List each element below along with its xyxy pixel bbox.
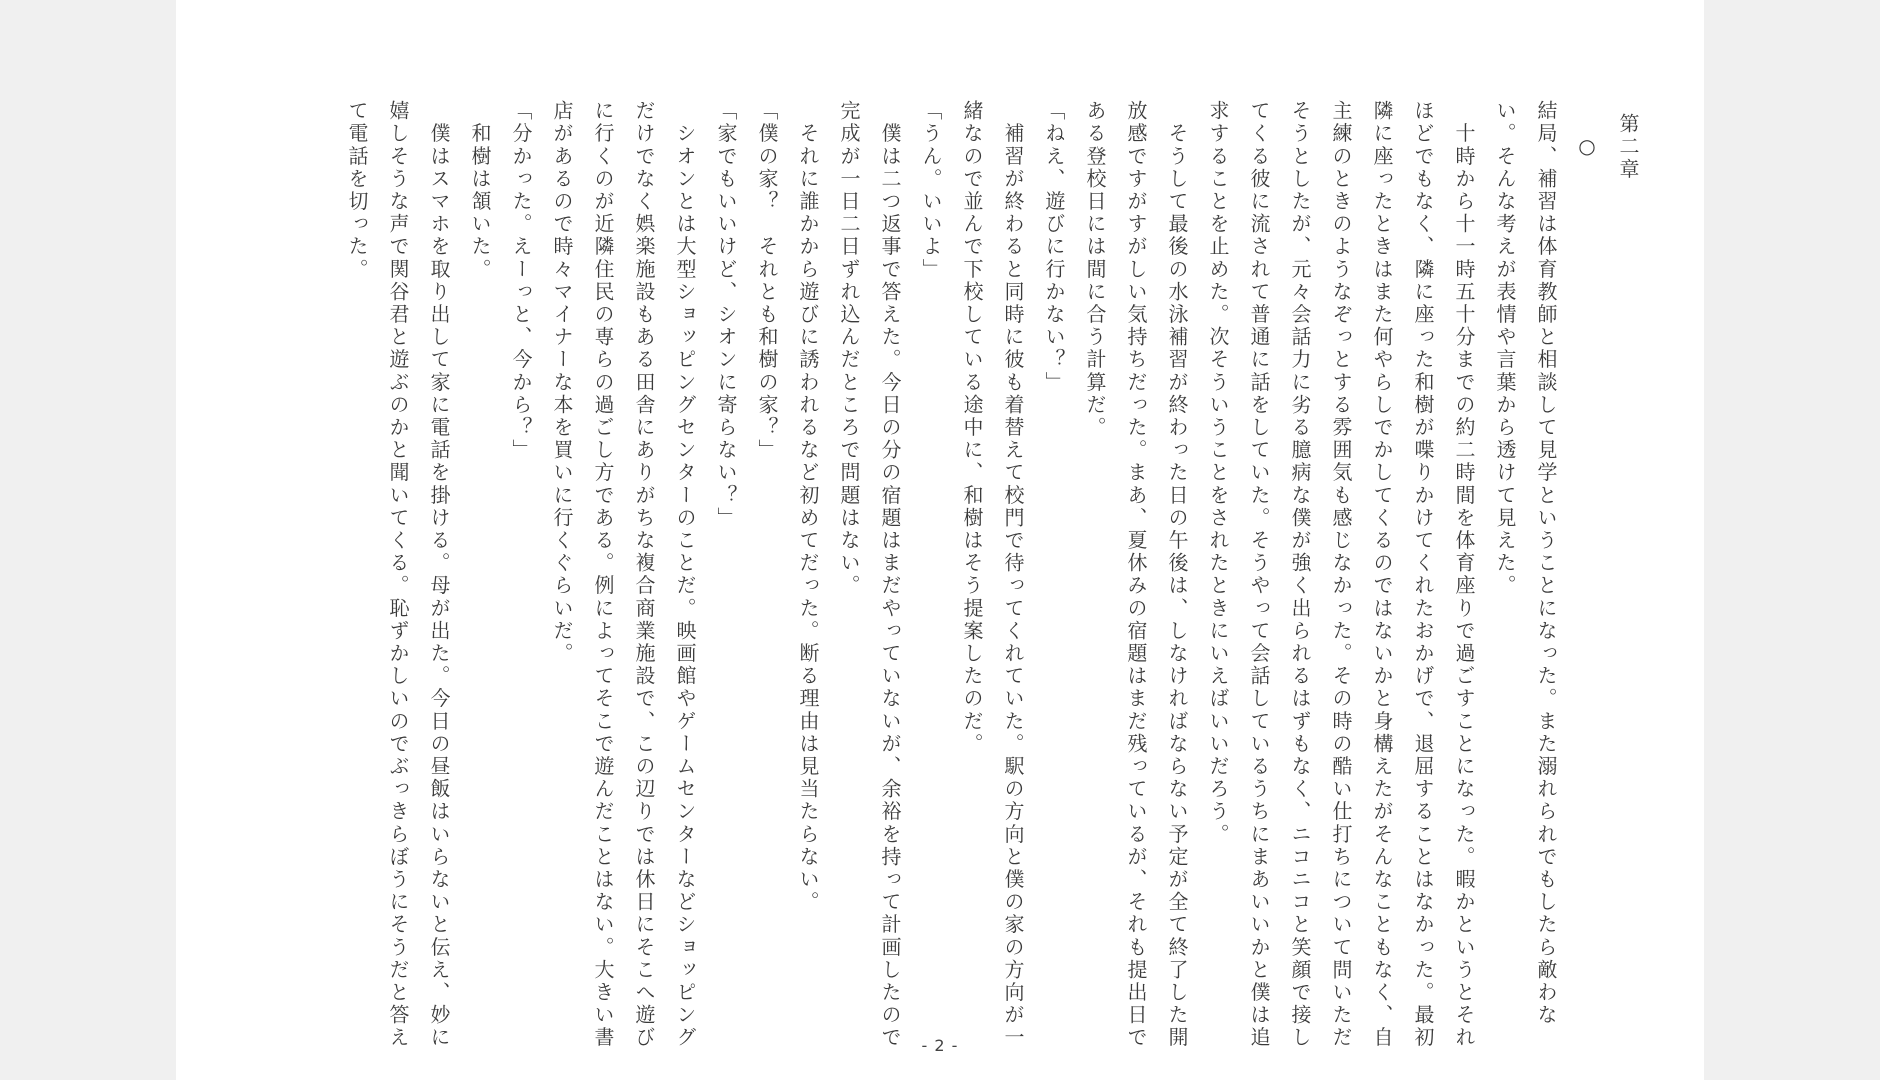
text-line: 緒なので並んで下校している途中に、和樹はそう提案したのだ。	[960, 100, 984, 756]
text-line: そうとしたが、元々会話力に劣る臆病な僕が強く出られるはずもなく、ニコニコと笑顔で接し	[1288, 100, 1312, 1050]
text-line: 求することを止めた。次そういうことをされたときにいえばいいだろう。	[1206, 100, 1230, 846]
text-line: 「僕の家？ それとも和樹の家？」	[755, 100, 779, 462]
text-line: 「うん。いいよ」	[919, 100, 943, 281]
text-line: てくる彼に流されて普通に話をしていた。そうやって会話しているうちにまあいいかと僕は追	[1247, 100, 1271, 1050]
text-line: 店があるので時々マイナーな本を買いに行くぐらいだ。	[550, 100, 574, 665]
text-line: 「ねえ、遊びに行かない？」	[1042, 100, 1066, 394]
text-line: だけでなく娯楽施設もある田舎にありがちな複合商業施設で、この辺りでは休日にそこへ遊び	[632, 100, 656, 1050]
text-line: 完成が一日二日ずれ込んだところで問題はない。	[837, 100, 861, 598]
text-line: に行くのが近隣住民の専らの過ごし方である。例によってそこで遊んだことはない。大きい書	[591, 100, 615, 1050]
text-line: い。そんな考えが表情や言葉から透けて見えた。	[1493, 100, 1517, 598]
text-line: 補習が終わると同時に彼も着替えて校門で待ってくれていた。駅の方向と僕の家の方向が一	[1001, 100, 1025, 1050]
text-line: シオンとは大型ショッピングセンターのことだ。映画館やゲームセンターなどショッピング	[673, 100, 697, 1050]
text-line: 僕は二つ返事で答えた。今日の分の宿題はまだやっていないが、余裕を持って計画したので	[878, 100, 902, 1050]
text-line: 僕はスマホを取り出して家に電話を掛ける。母が出た。今日の昼飯はいらないと伝え、妙に	[427, 100, 451, 1050]
vertical-text-body	[336, 100, 1648, 1050]
text-line: 結局、補習は体育教師と相談して見学ということになった。また溺れられでもしたら敵わな	[1534, 100, 1558, 1027]
chapter-title: 第二章	[1616, 113, 1640, 181]
text-line: そうして最後の水泳補習が終わった日の午後は、しなければならない予定が全て終了した開	[1165, 100, 1189, 1050]
text-line: 「家でもいいけど、シオンに寄らない？」	[714, 100, 738, 530]
text-line: ある登校日には間に合う計算だ。	[1083, 100, 1107, 439]
text-line: 十時から十一時五十分までの約二時間を体育座りで過ごすことになった。暇かというとそれ	[1452, 100, 1476, 1050]
text-line: て電話を切った。	[345, 100, 369, 281]
text-line: 和樹は頷いた。	[468, 100, 492, 281]
text-line: それに誰かから遊びに誘われるなど初めてだった。断る理由は見当たらない。	[796, 100, 820, 914]
text-line: 放感ですがすがしい気持ちだった。まあ、夏休みの宿題はまだ残っているが、それも提出日で	[1124, 100, 1148, 1050]
text-line: 隣に座ったときはまた何やらしでかしてくるのではないかと身構えたがそんなこともなく、自	[1370, 100, 1394, 1050]
page-number: - 2 -	[921, 1036, 959, 1055]
text-line: ほどでもなく、隣に座った和樹が喋りかけてくれたおかげで、退屈することはなかった。最初	[1411, 100, 1435, 1050]
text-line: 主練のときのようなぞっとする雰囲気も感じなかった。その時の酷い仕打ちについて問いただ	[1329, 100, 1353, 1050]
text-line: 嬉しそうな声で関谷君と遊ぶのかと聞いてくる。恥ずかしいのでぶっきらぼうにそうだと答え	[386, 100, 410, 1050]
section-mark: ○	[1575, 134, 1599, 161]
text-line: 「分かった。えーっと、今から？」	[509, 100, 533, 462]
